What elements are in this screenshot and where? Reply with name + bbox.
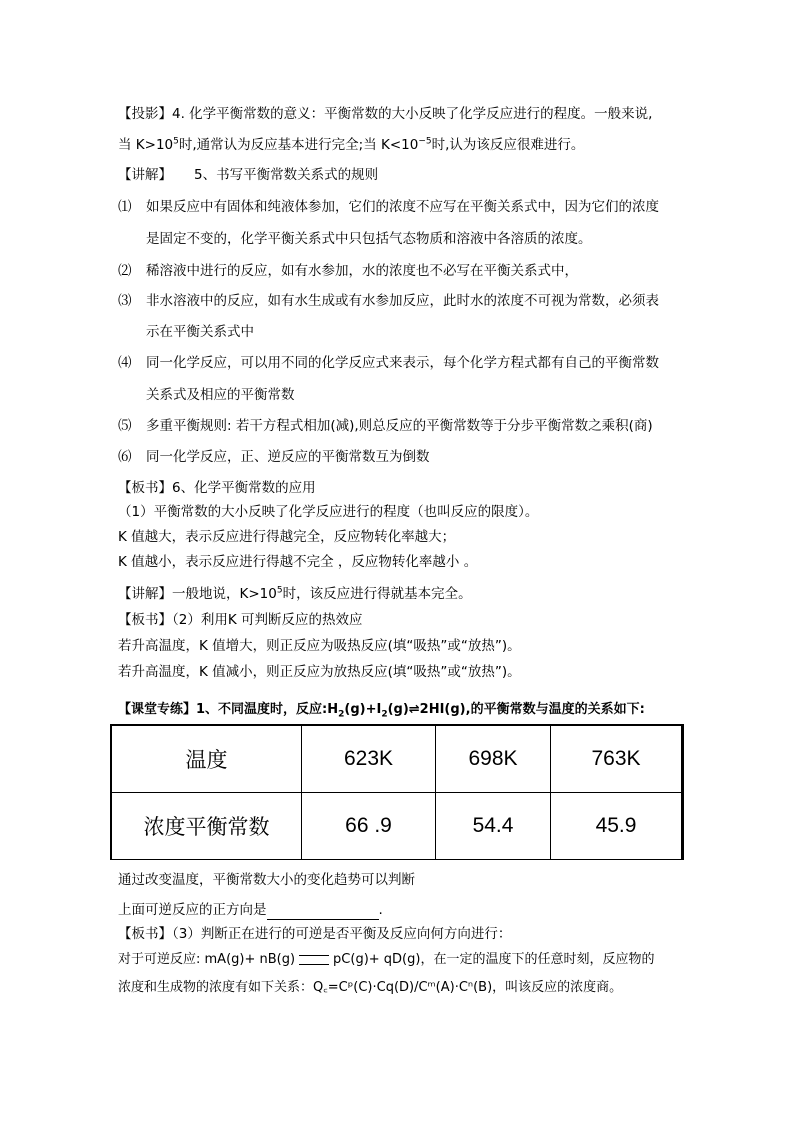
- paragraph-lecture-heading: [118, 165, 378, 185]
- section-tag: 【课堂专练】: [118, 702, 197, 717]
- table-row: [111, 725, 683, 793]
- board-6-2: [118, 610, 362, 630]
- table-header-cell: 浓度平衡常数: [111, 793, 302, 860]
- table-header-cell: 温度: [111, 725, 302, 793]
- text: 一般地说，K>10: [172, 586, 277, 602]
- paragraph-threshold: [118, 135, 584, 155]
- rule-text: 同一化学反应，正、逆反应的平衡常数互为倒数: [146, 449, 430, 465]
- heading-text: 5、书写平衡常数关系式的规则: [194, 167, 379, 183]
- rule-number: ⑹: [118, 449, 132, 465]
- table-cell: 54.4: [436, 793, 551, 860]
- superscript: 5: [276, 585, 283, 596]
- rule-text: 非水溶液中的反应，如有水生成或有水参加反应，此时水的浓度不可视为常数，必须表: [146, 293, 659, 309]
- practice-heading: [118, 700, 645, 720]
- text: 时，该反应进行得就基本完全。: [282, 586, 472, 602]
- text: （2）利用K 可判断反应的热效应: [172, 612, 363, 628]
- rule-3-cont: [146, 322, 254, 342]
- rule-text: 示在平衡关系式中: [146, 324, 254, 340]
- superscript: −5: [418, 136, 432, 147]
- text: pC(g)+ qD(g)，在一定的温度下的任意时刻，反应物的: [333, 952, 655, 967]
- rule-6: [118, 447, 430, 467]
- after-table-2: [118, 900, 383, 920]
- superscript: 5: [173, 136, 179, 147]
- text: 1、不同温度时，反应:H: [196, 702, 339, 717]
- table-cell: 763K: [551, 725, 683, 793]
- text: 4. 化学平衡常数的意义：平衡常数的大小反映了化学反应进行的程度。一般来说,: [172, 106, 653, 122]
- text: (g)⇌2HI(g),的平衡常数与温度的关系如下:: [387, 702, 645, 717]
- text: (g)+I: [344, 702, 382, 717]
- text: 对于可逆反应: mA(g)+ nB(g): [118, 952, 296, 967]
- table-cell: 698K: [436, 725, 551, 793]
- rule-2: [118, 261, 578, 281]
- text: 浓度和生成物的浓度有如下关系：Q꜀=Cᵖ(C)·Cq(D)/Cᵐ(A)·Cⁿ(B)，叫该反应的浓度商。: [118, 980, 623, 995]
- text: （3）判断正在进行的可逆是否平衡及反应向何方向进行：: [172, 926, 512, 942]
- text: 当 K>10: [118, 137, 174, 153]
- heading-text: 6、化学平衡常数的应用: [172, 480, 316, 496]
- section-tag: 【板书】: [118, 926, 172, 942]
- text: （1）平衡常数的大小反映了化学反应进行的程度（也叫反应的限度）。: [118, 504, 539, 520]
- text: 上面可逆反应的正方向是: [118, 902, 267, 918]
- equilibrium-table: [110, 724, 684, 860]
- section-tag: 【板书】: [118, 612, 172, 628]
- rule-text: 是固定不变的，化学平衡关系式中只包括气态物质和溶液中各溶质的浓度。: [146, 231, 592, 247]
- rule-text: 如果反应中有固体和纯液体参加，它们的浓度不应写在平衡关系式中，因为它们的浓度: [146, 199, 659, 215]
- rule-number: ⑴: [118, 199, 132, 215]
- text: K 值越大，表示反应进行得越完全，反应物转化率越大；: [118, 529, 456, 545]
- rule-4: [118, 353, 659, 373]
- point-6-2b: [118, 662, 521, 682]
- table-cell: 623K: [302, 725, 436, 793]
- reaction-line: [118, 950, 654, 970]
- subscript: 2: [381, 709, 388, 720]
- text: .: [378, 902, 383, 918]
- rule-text: 多重平衡规则: 若干方程式相加(减),则总反应的平衡常数等于分步平衡常数之乘积(商): [146, 418, 653, 434]
- after-table-1: [118, 870, 415, 890]
- rule-5: [118, 416, 653, 436]
- text: 时,认为该反应很难进行。: [431, 137, 585, 153]
- section-tag: 【讲解】: [118, 586, 172, 602]
- section-tag: 【讲解】: [118, 167, 172, 183]
- rule-number: ⑶: [118, 293, 132, 309]
- section-tag: 【板书】: [118, 480, 172, 496]
- rule-text: 同一化学反应，可以用不同的化学反应式来表示，每个化学方程式都有自己的平衡常数: [146, 355, 659, 371]
- rule-text: 稀溶液中进行的反应，如有水参加，水的浓度也不必写在平衡关系式中，: [146, 263, 578, 279]
- quotient-line: [118, 978, 622, 998]
- text: 时,通常认为反应基本进行完全;当 K<10: [178, 137, 419, 153]
- equilibrium-arrow-icon: [299, 955, 329, 965]
- paragraph-projection: [118, 104, 652, 124]
- rule-3: [118, 291, 659, 311]
- text: 通过改变温度，平衡常数大小的变化趋势可以判断: [118, 872, 415, 888]
- lecture-k: [118, 584, 472, 604]
- rule-number: ⑸: [118, 418, 132, 434]
- k-small: [118, 552, 477, 572]
- subscript: 2: [338, 709, 345, 720]
- text: 若升高温度，K 值增大，则正反应为吸热反应(填“吸热”或“放热”)。: [118, 638, 521, 654]
- answer-blank[interactable]: [267, 905, 379, 920]
- rule-number: ⑵: [118, 263, 132, 279]
- text: 若升高温度，K 值减小，则正反应为放热反应(填“吸热”或“放热”)。: [118, 664, 521, 680]
- rule-number: ⑷: [118, 355, 132, 371]
- board-6-3: [118, 924, 511, 944]
- table-cell: 66 .9: [302, 793, 436, 860]
- table-cell: 45.9: [551, 793, 683, 860]
- rule-1: [118, 197, 659, 217]
- rule-1-cont: [146, 229, 592, 249]
- table-row: [111, 793, 683, 860]
- rule-4-cont: [146, 385, 295, 405]
- point-6-2a: [118, 636, 521, 656]
- k-big: [118, 527, 455, 547]
- board-heading-6: [118, 478, 316, 498]
- section-tag: 【投影】: [118, 106, 172, 122]
- text: K 值越小，表示反应进行得越不完全 ，反应物转化率越小 。: [118, 554, 478, 570]
- rule-text: 关系式及相应的平衡常数: [146, 387, 295, 403]
- point-6-1: [118, 502, 538, 522]
